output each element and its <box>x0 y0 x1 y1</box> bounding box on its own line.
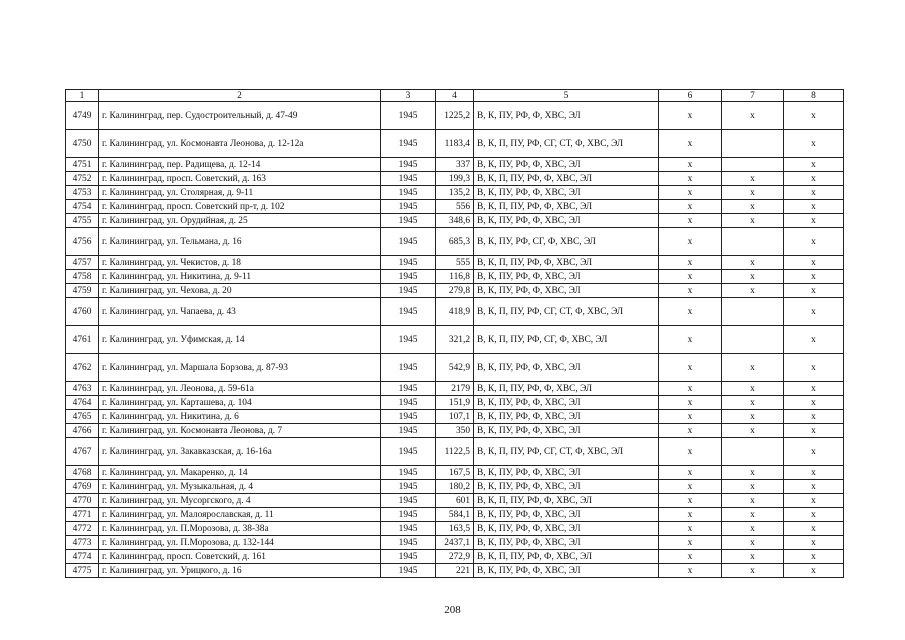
table-row <box>66 200 844 214</box>
row-number-cell: 4772 <box>66 522 99 536</box>
row-number-cell: 4766 <box>66 424 99 438</box>
area-cell: 135,2 <box>436 186 474 200</box>
mark-cell-6: х <box>659 228 722 256</box>
area-cell: 1122,5 <box>436 438 474 466</box>
row-number-cell: 4750 <box>66 130 99 158</box>
year-cell: 1945 <box>381 536 436 550</box>
column-header: 6 <box>659 90 722 102</box>
area-cell: 555 <box>436 256 474 270</box>
row-number-cell: 4771 <box>66 508 99 522</box>
year-cell: 1945 <box>381 550 436 564</box>
works-types-cell: В, К, П, ПУ, РФ, Ф, ХВС, ЭЛ <box>474 200 659 214</box>
works-types-cell: В, К, ПУ, РФ, Ф, ХВС, ЭЛ <box>474 424 659 438</box>
address-cell: г. Калининград, ул. Маршала Борзова, д. 87-93 <box>99 354 381 382</box>
address-cell: г. Калининград, просп. Советский, д. 161 <box>99 550 381 564</box>
mark-cell-6: х <box>659 186 722 200</box>
area-cell: 321,2 <box>436 326 474 354</box>
mark-cell-8: х <box>784 172 844 186</box>
row-number-cell: 4769 <box>66 480 99 494</box>
mark-cell-7: х <box>722 382 784 396</box>
address-cell: г. Калининград, ул. Никитина, д. 9-11 <box>99 270 381 284</box>
mark-cell-6: х <box>659 466 722 480</box>
year-cell: 1945 <box>381 172 436 186</box>
mark-cell-8: х <box>784 424 844 438</box>
year-cell: 1945 <box>381 256 436 270</box>
address-cell: г. Калининград, ул. Макаренко, д. 14 <box>99 466 381 480</box>
year-cell: 1945 <box>381 396 436 410</box>
mark-cell-7: х <box>722 102 784 130</box>
mark-cell-8: х <box>784 354 844 382</box>
mark-cell-7: х <box>722 172 784 186</box>
mark-cell-7: х <box>722 536 784 550</box>
address-cell: г. Калининград, ул. Столярная, д. 9-11 <box>99 186 381 200</box>
area-cell: 167,5 <box>436 466 474 480</box>
column-header: 7 <box>722 90 784 102</box>
mark-cell-6: х <box>659 172 722 186</box>
mark-cell-6: х <box>659 494 722 508</box>
row-number-cell: 4757 <box>66 256 99 270</box>
mark-cell-6: х <box>659 284 722 298</box>
area-cell: 542,9 <box>436 354 474 382</box>
year-cell: 1945 <box>381 270 436 284</box>
address-cell: г. Калининград, ул. Урицкого, д. 16 <box>99 564 381 578</box>
works-types-cell: В, К, П, ПУ, РФ, Ф, ХВС, ЭЛ <box>474 550 659 564</box>
address-cell: г. Калининград, ул. П.Морозова, д. 38-38а <box>99 522 381 536</box>
row-number-cell: 4756 <box>66 228 99 256</box>
row-number-cell: 4764 <box>66 396 99 410</box>
address-cell: г. Калининград, ул. Космонавта Леонова, д. 12-12а <box>99 130 381 158</box>
area-cell: 279,8 <box>436 284 474 298</box>
mark-cell-7: х <box>722 466 784 480</box>
works-types-cell: В, К, ПУ, РФ, Ф, ХВС, ЭЛ <box>474 508 659 522</box>
mark-cell-6: х <box>659 102 722 130</box>
table-row <box>66 172 844 186</box>
address-cell: г. Калининград, ул. Чехова, д. 20 <box>99 284 381 298</box>
row-number-cell: 4761 <box>66 326 99 354</box>
works-types-cell: В, К, П, ПУ, РФ, СГ, СТ, Ф, ХВС, ЭЛ <box>474 130 659 158</box>
address-cell: г. Калининград, ул. Космонавта Леонова, д. 7 <box>99 424 381 438</box>
mark-cell-6: х <box>659 424 722 438</box>
mark-cell-8: х <box>784 130 844 158</box>
area-cell: 418,9 <box>436 298 474 326</box>
table-row <box>66 270 844 284</box>
mark-cell-8: х <box>784 522 844 536</box>
mark-cell-7 <box>722 158 784 172</box>
column-header: 8 <box>784 90 844 102</box>
row-number-cell: 4751 <box>66 158 99 172</box>
column-header: 2 <box>99 90 381 102</box>
works-types-cell: В, К, ПУ, РФ, Ф, ХВС, ЭЛ <box>474 410 659 424</box>
address-cell: г. Калининград, просп. Советский, д. 163 <box>99 172 381 186</box>
row-number-cell: 4758 <box>66 270 99 284</box>
mark-cell-8: х <box>784 382 844 396</box>
year-cell: 1945 <box>381 102 436 130</box>
area-cell: 556 <box>436 200 474 214</box>
mark-cell-7: х <box>722 354 784 382</box>
year-cell: 1945 <box>381 228 436 256</box>
area-cell: 151,9 <box>436 396 474 410</box>
area-cell: 163,5 <box>436 522 474 536</box>
area-cell: 1183,4 <box>436 130 474 158</box>
mark-cell-6: х <box>659 326 722 354</box>
table-row <box>66 326 844 354</box>
area-cell: 685,3 <box>436 228 474 256</box>
mark-cell-7: х <box>722 186 784 200</box>
year-cell: 1945 <box>381 522 436 536</box>
mark-cell-7 <box>722 326 784 354</box>
mark-cell-8: х <box>784 158 844 172</box>
table-row <box>66 550 844 564</box>
mark-cell-8: х <box>784 550 844 564</box>
works-types-cell: В, К, ПУ, РФ, Ф, ХВС, ЭЛ <box>474 396 659 410</box>
row-number-cell: 4767 <box>66 438 99 466</box>
address-cell: г. Калининград, ул. Тельмана, д. 16 <box>99 228 381 256</box>
row-number-cell: 4770 <box>66 494 99 508</box>
mark-cell-7: х <box>722 564 784 578</box>
mark-cell-6: х <box>659 564 722 578</box>
table-row <box>66 214 844 228</box>
column-header: 1 <box>66 90 99 102</box>
works-types-cell: В, К, ПУ, РФ, Ф, ХВС, ЭЛ <box>474 354 659 382</box>
year-cell: 1945 <box>381 410 436 424</box>
year-cell: 1945 <box>381 424 436 438</box>
table-body <box>66 102 844 578</box>
table-row <box>66 522 844 536</box>
year-cell: 1945 <box>381 200 436 214</box>
year-cell: 1945 <box>381 298 436 326</box>
year-cell: 1945 <box>381 130 436 158</box>
table-row <box>66 536 844 550</box>
table-row <box>66 256 844 270</box>
area-cell: 337 <box>436 158 474 172</box>
address-cell: г. Калининград, просп. Советский пр-т, д. 102 <box>99 200 381 214</box>
works-types-cell: В, К, ПУ, РФ, Ф, ХВС, ЭЛ <box>474 186 659 200</box>
table-row <box>66 130 844 158</box>
year-cell: 1945 <box>381 214 436 228</box>
row-number-cell: 4774 <box>66 550 99 564</box>
year-cell: 1945 <box>381 480 436 494</box>
mark-cell-8: х <box>784 284 844 298</box>
address-cell: г. Калининград, ул. Карташева, д. 104 <box>99 396 381 410</box>
row-number-cell: 4759 <box>66 284 99 298</box>
year-cell: 1945 <box>381 284 436 298</box>
year-cell: 1945 <box>381 438 436 466</box>
mark-cell-8: х <box>784 564 844 578</box>
year-cell: 1945 <box>381 508 436 522</box>
address-cell: г. Калининград, ул. Мусоргского, д. 4 <box>99 494 381 508</box>
mark-cell-8: х <box>784 102 844 130</box>
area-cell: 221 <box>436 564 474 578</box>
area-cell: 107,1 <box>436 410 474 424</box>
table-row <box>66 480 844 494</box>
header-row <box>66 90 844 102</box>
year-cell: 1945 <box>381 564 436 578</box>
row-number-cell: 4760 <box>66 298 99 326</box>
mark-cell-8: х <box>784 186 844 200</box>
mark-cell-6: х <box>659 536 722 550</box>
year-cell: 1945 <box>381 354 436 382</box>
mark-cell-7: х <box>722 522 784 536</box>
year-cell: 1945 <box>381 158 436 172</box>
mark-cell-6: х <box>659 438 722 466</box>
page-number: 208 <box>444 604 461 616</box>
area-cell: 272,9 <box>436 550 474 564</box>
year-cell: 1945 <box>381 382 436 396</box>
mark-cell-7: х <box>722 508 784 522</box>
mark-cell-6: х <box>659 270 722 284</box>
address-cell: г. Калининград, ул. Чекистов, д. 18 <box>99 256 381 270</box>
mark-cell-6: х <box>659 130 722 158</box>
mark-cell-8: х <box>784 466 844 480</box>
mark-cell-6: х <box>659 522 722 536</box>
works-types-cell: В, К, ПУ, РФ, Ф, ХВС, ЭЛ <box>474 536 659 550</box>
area-cell: 116,8 <box>436 270 474 284</box>
year-cell: 1945 <box>381 494 436 508</box>
row-number-cell: 4762 <box>66 354 99 382</box>
mark-cell-6: х <box>659 382 722 396</box>
mark-cell-6: х <box>659 508 722 522</box>
works-types-cell: В, К, П, ПУ, РФ, Ф, ХВС, ЭЛ <box>474 382 659 396</box>
housing-registry-table <box>65 89 844 578</box>
mark-cell-8: х <box>784 508 844 522</box>
area-cell: 1225,2 <box>436 102 474 130</box>
address-cell: г. Калининград, ул. Закавказская, д. 16-16а <box>99 438 381 466</box>
mark-cell-8: х <box>784 270 844 284</box>
row-number-cell: 4773 <box>66 536 99 550</box>
row-number-cell: 4749 <box>66 102 99 130</box>
address-cell: г. Калининград, пер. Радищева, д. 12-14 <box>99 158 381 172</box>
address-cell: г. Калининград, ул. Орудийная, д. 25 <box>99 214 381 228</box>
row-number-cell: 4754 <box>66 200 99 214</box>
mark-cell-8: х <box>784 228 844 256</box>
mark-cell-6: х <box>659 396 722 410</box>
table-row <box>66 494 844 508</box>
mark-cell-6: х <box>659 256 722 270</box>
mark-cell-6: х <box>659 214 722 228</box>
area-cell: 2179 <box>436 382 474 396</box>
area-cell: 2437,1 <box>436 536 474 550</box>
mark-cell-7: х <box>722 480 784 494</box>
area-cell: 601 <box>436 494 474 508</box>
table-row <box>66 396 844 410</box>
table-row <box>66 186 844 200</box>
mark-cell-7: х <box>722 410 784 424</box>
mark-cell-6: х <box>659 158 722 172</box>
year-cell: 1945 <box>381 466 436 480</box>
address-cell: г. Калининград, ул. Малоярославская, д. 11 <box>99 508 381 522</box>
table-row <box>66 228 844 256</box>
works-types-cell: В, К, П, ПУ, РФ, Ф, ХВС, ЭЛ <box>474 172 659 186</box>
table-row <box>66 410 844 424</box>
works-types-cell: В, К, ПУ, РФ, Ф, ХВС, ЭЛ <box>474 270 659 284</box>
table-row <box>66 438 844 466</box>
area-cell: 584,1 <box>436 508 474 522</box>
address-cell: г. Калининград, ул. Уфимская, д. 14 <box>99 326 381 354</box>
table-row <box>66 284 844 298</box>
address-cell: г. Калининград, ул. П.Морозова, д. 132-144 <box>99 536 381 550</box>
works-types-cell: В, К, П, ПУ, РФ, Ф, ХВС, ЭЛ <box>474 494 659 508</box>
column-header: 3 <box>381 90 436 102</box>
works-types-cell: В, К, ПУ, РФ, Ф, ХВС, ЭЛ <box>474 102 659 130</box>
row-number-cell: 4755 <box>66 214 99 228</box>
mark-cell-7: х <box>722 396 784 410</box>
mark-cell-8: х <box>784 326 844 354</box>
mark-cell-8: х <box>784 494 844 508</box>
mark-cell-6: х <box>659 480 722 494</box>
table-row <box>66 354 844 382</box>
row-number-cell: 4765 <box>66 410 99 424</box>
row-number-cell: 4775 <box>66 564 99 578</box>
mark-cell-7 <box>722 130 784 158</box>
mark-cell-7: х <box>722 424 784 438</box>
mark-cell-7 <box>722 298 784 326</box>
table-row <box>66 564 844 578</box>
mark-cell-7 <box>722 228 784 256</box>
mark-cell-6: х <box>659 200 722 214</box>
works-types-cell: В, К, П, ПУ, РФ, СГ, Ф, ХВС, ЭЛ <box>474 326 659 354</box>
address-cell: г. Калининград, ул. Чапаева, д. 43 <box>99 298 381 326</box>
row-number-cell: 4768 <box>66 466 99 480</box>
table-row <box>66 382 844 396</box>
mark-cell-7: х <box>722 270 784 284</box>
mark-cell-8: х <box>784 480 844 494</box>
mark-cell-8: х <box>784 256 844 270</box>
row-number-cell: 4752 <box>66 172 99 186</box>
table-row <box>66 102 844 130</box>
mark-cell-8: х <box>784 536 844 550</box>
address-cell: г. Калининград, пер. Судостроительный, д. 47-49 <box>99 102 381 130</box>
area-cell: 180,2 <box>436 480 474 494</box>
row-number-cell: 4763 <box>66 382 99 396</box>
mark-cell-8: х <box>784 410 844 424</box>
mark-cell-6: х <box>659 354 722 382</box>
table-row <box>66 298 844 326</box>
works-types-cell: В, К, ПУ, РФ, Ф, ХВС, ЭЛ <box>474 214 659 228</box>
table-row <box>66 158 844 172</box>
mark-cell-8: х <box>784 214 844 228</box>
area-cell: 350 <box>436 424 474 438</box>
mark-cell-7: х <box>722 200 784 214</box>
mark-cell-8: х <box>784 200 844 214</box>
works-types-cell: В, К, ПУ, РФ, Ф, ХВС, ЭЛ <box>474 480 659 494</box>
row-number-cell: 4753 <box>66 186 99 200</box>
mark-cell-8: х <box>784 438 844 466</box>
table-row <box>66 424 844 438</box>
works-types-cell: В, К, ПУ, РФ, Ф, ХВС, ЭЛ <box>474 158 659 172</box>
works-types-cell: В, К, П, ПУ, РФ, СГ, СТ, Ф, ХВС, ЭЛ <box>474 438 659 466</box>
mark-cell-7: х <box>722 494 784 508</box>
table-row <box>66 466 844 480</box>
works-types-cell: В, К, ПУ, РФ, Ф, ХВС, ЭЛ <box>474 564 659 578</box>
mark-cell-8: х <box>784 396 844 410</box>
mark-cell-7: х <box>722 214 784 228</box>
works-types-cell: В, К, ПУ, РФ, Ф, ХВС, ЭЛ <box>474 284 659 298</box>
mark-cell-7: х <box>722 550 784 564</box>
works-types-cell: В, К, ПУ, РФ, Ф, ХВС, ЭЛ <box>474 522 659 536</box>
mark-cell-6: х <box>659 550 722 564</box>
mark-cell-6: х <box>659 410 722 424</box>
works-types-cell: В, К, П, ПУ, РФ, Ф, ХВС, ЭЛ <box>474 256 659 270</box>
year-cell: 1945 <box>381 186 436 200</box>
area-cell: 199,3 <box>436 172 474 186</box>
year-cell: 1945 <box>381 326 436 354</box>
mark-cell-7: х <box>722 256 784 270</box>
mark-cell-7: х <box>722 284 784 298</box>
area-cell: 348,6 <box>436 214 474 228</box>
mark-cell-6: х <box>659 298 722 326</box>
mark-cell-7 <box>722 438 784 466</box>
column-header: 5 <box>474 90 659 102</box>
address-cell: г. Калининград, ул. Леонова, д. 59-61а <box>99 382 381 396</box>
column-header: 4 <box>436 90 474 102</box>
works-types-cell: В, К, ПУ, РФ, СГ, Ф, ХВС, ЭЛ <box>474 228 659 256</box>
works-types-cell: В, К, ПУ, РФ, Ф, ХВС, ЭЛ <box>474 466 659 480</box>
mark-cell-8: х <box>784 298 844 326</box>
address-cell: г. Калининград, ул. Музыкальная, д. 4 <box>99 480 381 494</box>
address-cell: г. Калининград, ул. Никитина, д. 6 <box>99 410 381 424</box>
works-types-cell: В, К, П, ПУ, РФ, СГ, СТ, Ф, ХВС, ЭЛ <box>474 298 659 326</box>
table-row <box>66 508 844 522</box>
